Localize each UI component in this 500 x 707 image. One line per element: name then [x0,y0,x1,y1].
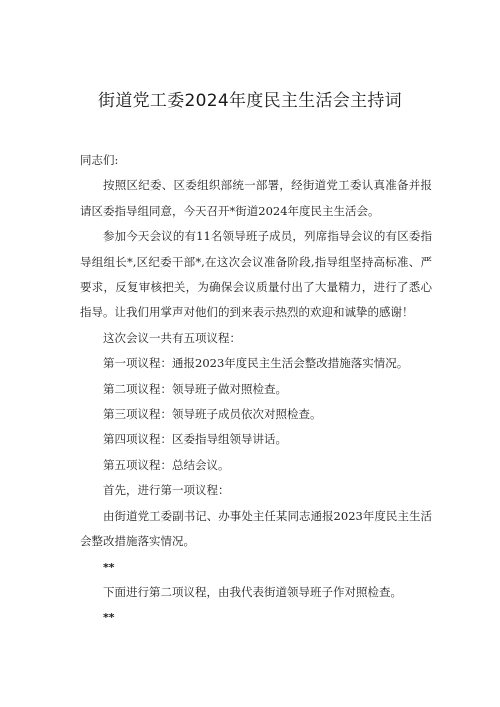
paragraph-agenda-intro: 这次会议一共有五项议程： [103,330,241,345]
document-body [80,148,432,631]
paragraph-arrangement: 按照区纪委、区委组织部统一部署，经街道党工委认真准备并报请区委指导组同意，今天召开*街道2024年度民主生活会。 [80,178,432,218]
agenda-item-1: 第一项议程：通报2023年度民主生活会整改措施落实情况。 [103,356,409,371]
agenda-item-4: 第四项议程：区委指导组领导讲话。 [103,432,287,447]
salutation: 同志们: [80,153,119,167]
paragraph-first-item-start: 首先，进行第一项议程： [103,483,230,498]
placeholder-mark-2: ** [103,611,115,625]
paragraph-report: 由街道党工委副书记、办事处主任某同志通报2023年度民主生活会整改措施落实情况。 [80,508,432,549]
agenda-item-3: 第三项议程：领导班子成员依次对照检查。 [103,407,322,422]
agenda-item-5: 第五项议程：总结会议。 [103,457,230,472]
agenda-item-2: 第二项议程：领导班子做对照检查。 [103,381,287,396]
paragraph-second-item: 下面进行第二项议程，由我代表街道领导班子作对照检查。 [103,584,402,599]
paragraph-attendees: 参加今天会议的有11名领导班子成员，列席指导会议的有区委指导组组长*,区纪委干部*,在这次会议准备阶段,指导组坚持高标准、严要求，反复审核把关，为确保会议质量付出了大量精力，进行了悉心指导。让我们用掌声对他们的到来表示热烈的欢迎和诚挚的感谢！ [80,229,432,320]
document-title: 街道党工委2024年度民主生活会主持词 [98,91,402,111]
placeholder-mark-1: ** [103,560,115,574]
